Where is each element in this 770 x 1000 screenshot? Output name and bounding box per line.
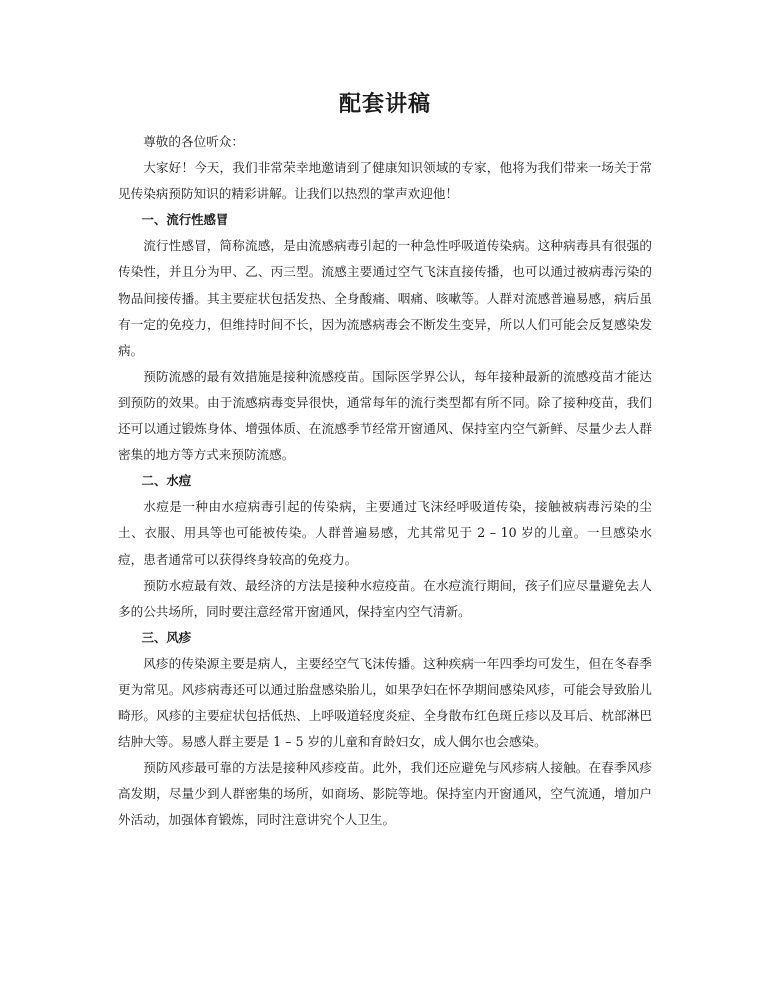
document-page [118,88,652,834]
section-paragraph: 流行性感冒，简称流感，是由流感病毒引起的一种急性呼吸道传染病。这种病毒具有很强的传染性，并且分为甲、乙、丙三型。流感主要通过空气飞沫直接传播，也可以通过被病毒污染的物品间接传播。其主要症状包括发热、全身酸痛、咽痛、咳嗽等。人群对流感普遍易感，病后虽有一定的免疫力，但维持时间不长，因为流感病毒会不断发生变异，所以人们可能会反复感染发病。 [118,238,652,358]
section-heading: 一、流行性感冒 [141,212,229,228]
page-title: 配套讲稿 [338,91,431,117]
section-chickenpox [118,468,652,625]
section-heading: 三、风疹 [141,629,192,645]
greeting: 尊敬的各位听众： [143,134,244,149]
intro-paragraph: 大家好！今天，我们非常荣幸地邀请到了健康知识领域的专家，他将为我们带来一场关于常见传染病预防知识的精彩讲解。让我们以热烈的掌声欢迎他！ [118,160,652,202]
section-heading: 二、水痘 [141,473,192,489]
section-paragraph: 预防流感的最有效措施是接种流感疫苗。国际医学界公认，每年接种最新的流感疫苗才能达到预防的效果。由于流感病毒变异很快，通常每年的流行类型都有所不同。除了接种疫苗，我们还可以通过锻炼身体、增强体质、在流感季节经常开窗通风、保持室内空气新鲜、尽量少去人群密集的地方等方式来预防流感。 [118,368,652,463]
section-paragraph: 风疹的传染源主要是病人，主要经空气飞沫传播。这种疾病一年四季均可发生，但在冬春季更为常见。风疹病毒还可以通过胎盘感染胎儿，如果孕妇在怀孕期间感染风疹，可能会导致胎儿畸形。风疹的主要症状包括低热、上呼吸道轻度炎症、全身散布红色斑丘疹以及耳后、枕部淋巴结肿大等。易感人群主要是 1 – 5 岁的儿童和育龄妇女，成人偶尔也会感染。 [118,655,652,750]
section-paragraph: 预防水痘最有效、最经济的方法是接种水痘疫苗。在水痘流行期间，孩子们应尽量避免去人多的公共场所，同时要注意经常开窗通风，保持室内空气清新。 [118,577,652,619]
section-paragraph: 水痘是一种由水痘病毒引起的传染病，主要通过飞沫经呼吸道传染，接触被病毒污染的尘土、衣服、用具等也可能被传染。人群普遍易感，尤其常见于 2 – 10 岁的儿童。一旦感染水痘，患者通常可以获得终身较高的免疫力。 [118,499,652,567]
section-paragraph: 预防风疹最可靠的方法是接种风疹疫苗。此外，我们还应避免与风疹病人接触。在春季风疹高发期，尽量少到人群密集的场所，如商场、影院等地。保持室内开窗通风，空气流通，增加户外活动，加强体育锻炼，同时注意讲究个人卫生。 [118,760,652,828]
section-rubella [118,625,652,834]
section-influenza [118,207,652,468]
